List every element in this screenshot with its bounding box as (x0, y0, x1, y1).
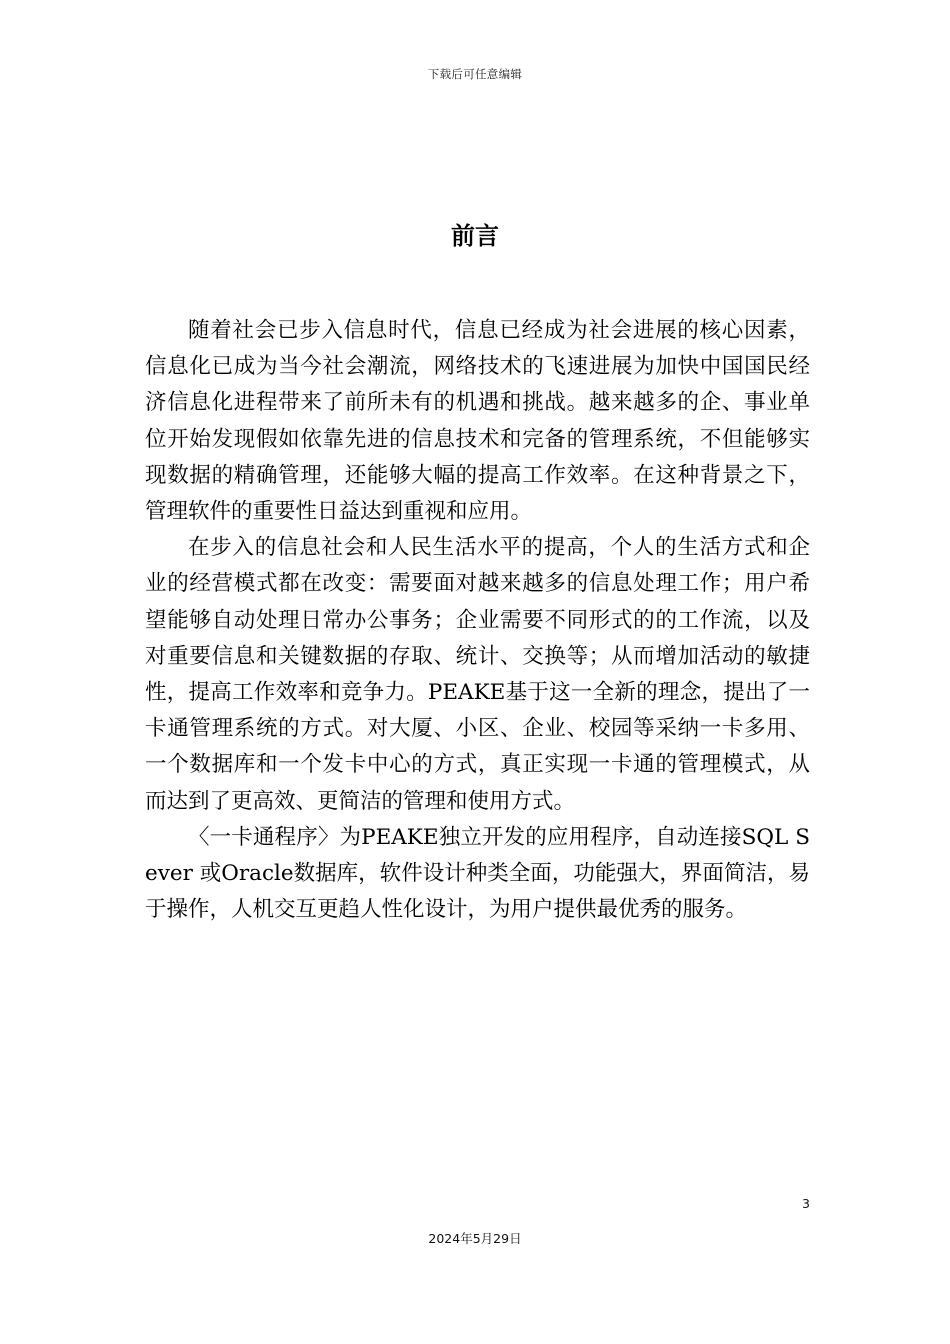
footer-date: 2024年5月29日 (428, 1231, 522, 1246)
paragraph-2: 在步入的信息社会和人民生活水平的提高，个人的生活方式和企业的经营模式都在改变：需要面对越来越多的信息处理工作；用户希望能够自动处理日常办公事务；企业需要不同形式的的工作流，以及对重要信息和关键数据的存取、统计、交换等；从而增加活动的敏捷性，提高工作效率和竞争力。PEAKE基于这一全新的理念，提出了一卡通管理系统的方式。对大厦、小区、企业、校园等采纳一卡多用、一个数据库和一个发卡中心的方式，真正实现一卡通的管理模式，从而达到了更高效、更简洁的管理和使用方式。 (145, 535, 810, 814)
document-body (145, 313, 810, 928)
paragraph-3: 〈一卡通程序〉为PEAKE独立开发的应用程序，自动连接SQL Sever 或Oracle数据库，软件设计种类全面，功能强大，界面简洁，易于操作，人机交互更趋人性化设计，为用户提供最优秀的服务。 (145, 824, 810, 923)
page-title: 前言 (451, 222, 499, 250)
header-note: 下载后可任意编辑 (427, 67, 523, 81)
paragraph-1: 随着社会已步入信息时代，信息已经成为社会进展的核心因素，信息化已成为当今社会潮流，网络技术的飞速进展为加快中国国民经济信息化进程带来了前所未有的机遇和挑战。越来越多的企、事业单位开始发现假如依靠先进的信息技术和完备的管理系统，不但能够实现数据的精确管理，还能够大幅的提高工作效率。在这种背景之下，管理软件的重要性日益达到重视和应用。 (145, 318, 810, 525)
page-number: 3 (802, 1196, 810, 1211)
